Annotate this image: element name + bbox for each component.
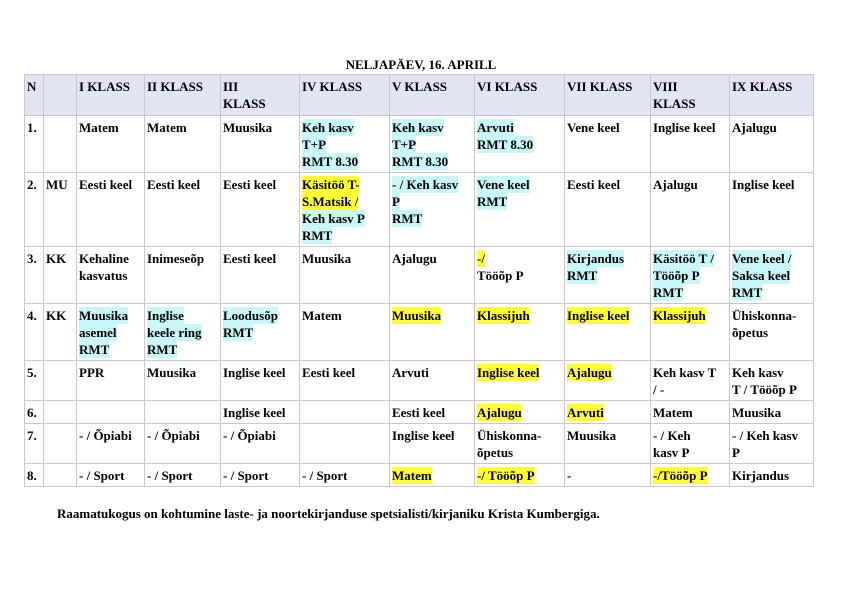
cell-line: Arvuti (567, 405, 604, 420)
cell-line: RMT (477, 194, 508, 209)
cell-line: VII KLASS (567, 79, 633, 94)
cell-line: - / Sport (147, 468, 193, 483)
cell-line: Inglise keel (732, 177, 795, 192)
cell-line: - / Keh kasv (392, 177, 459, 192)
schedule-cell (300, 116, 390, 173)
table-row (25, 464, 814, 487)
cell-line: IV KLASS (302, 79, 363, 94)
cell-line: Eesti keel (223, 177, 277, 192)
cell-line: 4. (27, 308, 37, 323)
cell-line: T+P (392, 137, 417, 152)
cell-line: Inglise keel (477, 365, 540, 380)
schedule-cell (475, 116, 565, 173)
cell-line: Vene keel (477, 177, 530, 192)
header-cell (25, 75, 44, 116)
cell-line: N (27, 79, 37, 94)
cell-line: 6. (27, 405, 37, 420)
cell-line: KK (46, 251, 67, 266)
cell-line: - / Keh (653, 428, 691, 443)
cell-line: Saksa keel (732, 268, 791, 283)
cell-line: Ajalugu (653, 177, 698, 192)
schedule-cell (390, 464, 475, 487)
cell-line: 5. (27, 365, 37, 380)
schedule-cell (221, 361, 300, 401)
period-code (44, 304, 77, 361)
cell-line: Tööõp P (477, 268, 524, 283)
schedule-cell (651, 401, 730, 424)
schedule-cell (651, 464, 730, 487)
schedule-cell (651, 424, 730, 464)
cell-line: Tööõp P (653, 268, 700, 283)
schedule-cell (221, 173, 300, 247)
schedule-cell (390, 173, 475, 247)
cell-line: V KLASS (392, 79, 448, 94)
schedule-cell (730, 173, 814, 247)
cell-line: RMT (732, 285, 763, 300)
cell-line: P (732, 445, 740, 460)
cell-line: RMT (302, 228, 333, 243)
schedule-cell (651, 304, 730, 361)
cell-line: Ajalugu (567, 365, 612, 380)
schedule-cell (145, 173, 221, 247)
cell-line: -/Tööõp P (653, 468, 708, 483)
cell-line: Kehaline (79, 251, 129, 266)
cell-line: Klassijuh (477, 308, 530, 323)
header-cell (44, 75, 77, 116)
cell-line: Ajalugu (392, 251, 437, 266)
schedule-cell (475, 464, 565, 487)
schedule-cell (730, 304, 814, 361)
schedule-cell (145, 361, 221, 401)
cell-line: / - (653, 382, 665, 397)
header-cell (475, 75, 565, 116)
schedule-cell (390, 424, 475, 464)
cell-line: Keh kasv (732, 365, 784, 380)
cell-line: - / Sport (302, 468, 348, 483)
cell-line: Kirjandus (567, 251, 625, 266)
cell-line: Muusika (147, 365, 197, 380)
schedule-table (24, 74, 814, 487)
cell-line: Muusika (79, 308, 129, 323)
schedule-cell (730, 424, 814, 464)
header-cell (300, 75, 390, 116)
cell-line: KLASS (653, 96, 696, 111)
schedule-cell (300, 424, 390, 464)
schedule-cell (145, 116, 221, 173)
cell-line: Keh kasv (302, 120, 354, 135)
table-row (25, 401, 814, 424)
schedule-cell (565, 361, 651, 401)
cell-line: Matem (302, 308, 342, 323)
schedule-cell (565, 173, 651, 247)
period-number (25, 247, 44, 304)
schedule-cell (565, 424, 651, 464)
table-row (25, 116, 814, 173)
cell-line: Muusika (392, 308, 442, 323)
header-cell (221, 75, 300, 116)
schedule-cell (730, 464, 814, 487)
period-code (44, 464, 77, 487)
schedule-cell (475, 304, 565, 361)
cell-line: Ajalugu (732, 120, 777, 135)
cell-line: I KLASS (79, 79, 130, 94)
schedule-cell (475, 401, 565, 424)
cell-line: Käsitöö T / (653, 251, 714, 266)
schedule-cell (390, 247, 475, 304)
header-row (25, 75, 814, 116)
schedule-cell (390, 304, 475, 361)
schedule-cell (651, 116, 730, 173)
cell-line: Eesti keel (567, 177, 621, 192)
schedule-cell (651, 173, 730, 247)
cell-line: kasvatus (79, 268, 128, 283)
cell-line: Eesti keel (223, 251, 277, 266)
header-cell (145, 75, 221, 116)
cell-line: Inglise keel (223, 405, 286, 420)
schedule-cell (475, 173, 565, 247)
schedule-cell (475, 361, 565, 401)
cell-line: Eesti keel (302, 365, 356, 380)
schedule-cell (221, 424, 300, 464)
schedule-cell (145, 304, 221, 361)
schedule-cell (730, 361, 814, 401)
cell-line: Muusika (567, 428, 617, 443)
cell-line: õpetus (732, 325, 769, 340)
schedule-cell (77, 464, 145, 487)
table-row (25, 361, 814, 401)
cell-line: 3. (27, 251, 37, 266)
period-code (44, 247, 77, 304)
cell-line: Käsitöö T- (302, 177, 360, 192)
period-code (44, 173, 77, 247)
cell-line: RMT 8.30 (392, 154, 449, 169)
cell-line: S.Matsik / (302, 194, 359, 209)
cell-line: Ühiskonna- (732, 308, 797, 323)
period-number (25, 173, 44, 247)
table-row (25, 247, 814, 304)
period-code (44, 116, 77, 173)
header-cell (77, 75, 145, 116)
cell-line: - / Keh kasv (732, 428, 799, 443)
schedule-cell (651, 247, 730, 304)
schedule-cell (300, 304, 390, 361)
schedule-cell (730, 247, 814, 304)
schedule-cell (221, 464, 300, 487)
cell-line: - / Sport (79, 468, 125, 483)
period-code (44, 361, 77, 401)
period-code (44, 401, 77, 424)
period-number (25, 116, 44, 173)
schedule-cell (221, 116, 300, 173)
cell-line: VI KLASS (477, 79, 538, 94)
cell-line: Muusika (223, 120, 273, 135)
schedule-cell (565, 304, 651, 361)
cell-line: 8. (27, 468, 37, 483)
schedule-cell (77, 173, 145, 247)
cell-line: RMT (79, 342, 110, 357)
cell-line: RMT (567, 268, 598, 283)
schedule-cell (77, 116, 145, 173)
cell-line: Inglise (147, 308, 184, 323)
period-number (25, 401, 44, 424)
cell-line: - / Õpiabi (147, 428, 200, 443)
schedule-cell (390, 116, 475, 173)
schedule-cell (145, 424, 221, 464)
schedule-cell (390, 401, 475, 424)
cell-line: RMT (392, 211, 423, 226)
table-row (25, 424, 814, 464)
cell-line: III (223, 79, 239, 94)
cell-line: - / Õpiabi (79, 428, 132, 443)
schedule-cell (145, 464, 221, 487)
cell-line: Ühiskonna- (477, 428, 542, 443)
cell-line: Eesti keel (79, 177, 133, 192)
period-number (25, 424, 44, 464)
cell-line: 1. (27, 120, 37, 135)
schedule-cell (300, 361, 390, 401)
schedule-cell (651, 361, 730, 401)
cell-line: Eesti keel (392, 405, 446, 420)
cell-line: Keh kasv T (653, 365, 717, 380)
period-number (25, 464, 44, 487)
schedule-cell (730, 116, 814, 173)
cell-line: Inglise keel (392, 428, 455, 443)
schedule-cell (221, 401, 300, 424)
schedule-cell (300, 173, 390, 247)
cell-line: -/ Tööõp P (477, 468, 535, 483)
cell-line: T+P (302, 137, 327, 152)
schedule-cell (77, 401, 145, 424)
schedule-cell (300, 247, 390, 304)
cell-line: Arvuti (477, 120, 514, 135)
cell-line: 2. (27, 177, 37, 192)
schedule-cell (77, 361, 145, 401)
cell-line: KLASS (223, 96, 266, 111)
cell-line: õpetus (477, 445, 514, 460)
cell-line: Loodusõp (223, 308, 278, 323)
schedule-cell (475, 247, 565, 304)
cell-line: Matem (147, 120, 187, 135)
table-row (25, 304, 814, 361)
cell-line: P (392, 194, 400, 209)
period-number (25, 361, 44, 401)
cell-line: Klassijuh (653, 308, 706, 323)
schedule-cell (565, 401, 651, 424)
cell-line: kasv P (653, 445, 690, 460)
schedule-cell (77, 304, 145, 361)
cell-line: -/ (477, 251, 485, 266)
cell-line: Muusika (302, 251, 352, 266)
header-cell (390, 75, 475, 116)
footer-note: Raamatukogus on kohtumine laste- ja noortekirjanduse spetsialisti/kirjaniku Krista Kumbergiga. (57, 506, 600, 521)
schedule-cell (77, 424, 145, 464)
cell-line: MU (46, 177, 68, 192)
cell-line: Matem (79, 120, 119, 135)
schedule-cell (730, 401, 814, 424)
schedule-cell (565, 464, 651, 487)
cell-line: Matem (653, 405, 693, 420)
cell-line: Vene keel (567, 120, 620, 135)
schedule-cell (475, 424, 565, 464)
cell-line: RMT 8.30 (477, 137, 534, 152)
cell-line: - (567, 468, 572, 483)
cell-line: Muusika (732, 405, 782, 420)
cell-line: Arvuti (392, 365, 429, 380)
cell-line: Inglise keel (223, 365, 286, 380)
page-title: NELJAPÄEV, 16. APRILL (345, 57, 497, 72)
schedule-cell (221, 247, 300, 304)
cell-line: Matem (392, 468, 432, 483)
schedule-cell (145, 247, 221, 304)
cell-line: RMT (653, 285, 684, 300)
cell-line: Inglise keel (653, 120, 716, 135)
cell-line: RMT (223, 325, 254, 340)
cell-line: - / Sport (223, 468, 269, 483)
schedule-body (25, 116, 814, 487)
cell-line: Vene keel / (732, 251, 792, 266)
schedule-cell (221, 304, 300, 361)
cell-line: Inimeseõp (147, 251, 205, 266)
header-cell (651, 75, 730, 116)
schedule-cell (565, 116, 651, 173)
schedule-cell (77, 247, 145, 304)
period-code (44, 424, 77, 464)
period-number (25, 304, 44, 361)
cell-line: KK (46, 308, 67, 323)
cell-line: VIII (653, 79, 678, 94)
cell-line: Keh kasv P (302, 211, 365, 226)
cell-line: Keh kasv (392, 120, 444, 135)
cell-line: Inglise keel (567, 308, 630, 323)
schedule-cell (300, 401, 390, 424)
cell-line: IX KLASS (732, 79, 793, 94)
cell-line: RMT (147, 342, 178, 357)
schedule-cell (300, 464, 390, 487)
header-cell (730, 75, 814, 116)
header-cell (565, 75, 651, 116)
schedule-cell (390, 361, 475, 401)
cell-line: Ajalugu (477, 405, 522, 420)
cell-line: 7. (27, 428, 37, 443)
cell-line: T / Tööõp P (732, 382, 797, 397)
cell-line: II KLASS (147, 79, 203, 94)
cell-line: asemel (79, 325, 117, 340)
cell-line: - / Õpiabi (223, 428, 276, 443)
schedule-cell (145, 401, 221, 424)
cell-line: PPR (79, 365, 105, 380)
cell-line: RMT 8.30 (302, 154, 359, 169)
cell-line: Kirjandus (732, 468, 790, 483)
table-row (25, 173, 814, 247)
schedule-cell (565, 247, 651, 304)
cell-line: Eesti keel (147, 177, 201, 192)
cell-line: keele ring (147, 325, 202, 340)
